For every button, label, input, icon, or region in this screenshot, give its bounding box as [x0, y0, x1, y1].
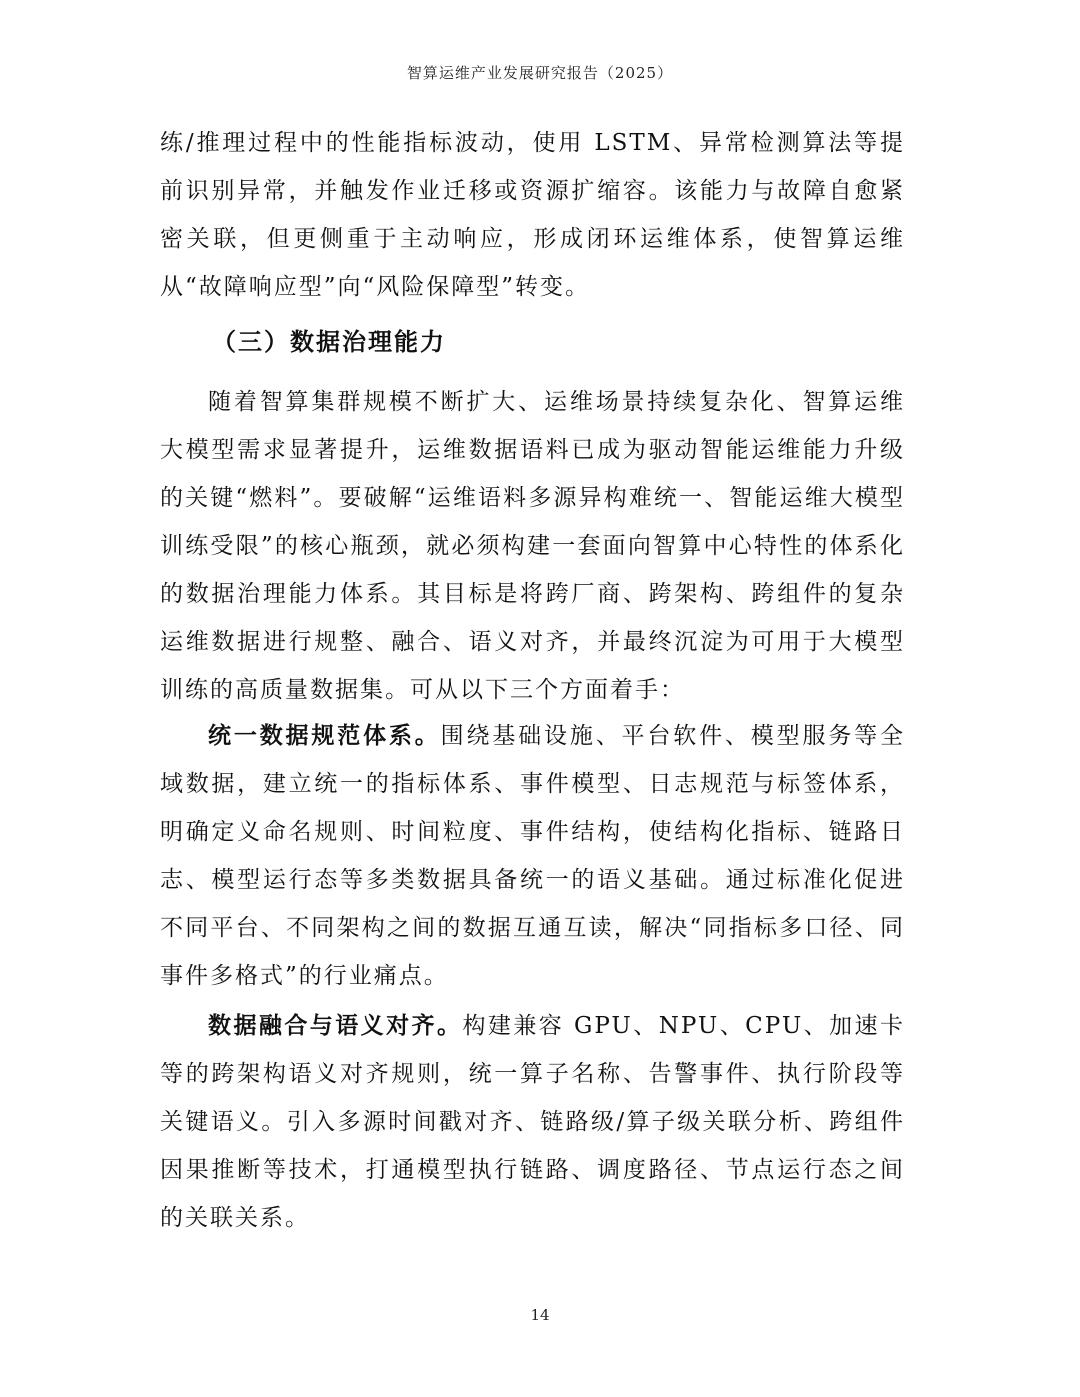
continuation-paragraph: 练/推理过程中的性能指标波动，使用 LSTM、异常检测算法等提前识别异常，并触发作业迁移或资源扩缩容。该能力与故障自愈紧密关联，但更侧重于主动响应，形成闭环运维体系，使智算运维从“故障响应型”向“风险保障型”转变。 — [160, 130, 905, 300]
section-heading: （三）数据治理能力 — [212, 328, 446, 356]
running-header: 智算运维产业发展研究报告（2025） — [406, 64, 674, 82]
item2-lead: 数据融合与语义对齐。 — [208, 1013, 463, 1039]
page-number: 14 — [530, 1306, 550, 1324]
intro-paragraph: 随着智算集群规模不断扩大、运维场景持续复杂化、智算运维大模型需求显著提升，运维数据语料已成为驱动智能运维能力升级的关键“燃料”。要破解“运维语料多源异构难统一、智能运维大模型训练受限”的核心瓶颈，就必须构建一套面向智算中心特性的体系化的数据治理能力体系。其目标是将跨厂商、跨架构、跨组件的复杂运维数据进行规整、融合、语义对齐，并最终沉淀为可用于大模型训练的高质量数据集。可从以下三个方面着手： — [160, 389, 905, 703]
item1-lead: 统一数据规范体系。 — [208, 723, 441, 749]
item2-paragraph — [160, 1002, 905, 1242]
item1-text: 围绕基础设施、平台软件、模型服务等全域数据，建立统一的指标体系、事件模型、日志规范与标签体系，明确定义命名规则、时间粒度、事件结构，使结构化指标、链路日志、模型运行态等多类数据具备统一的语义基础。通过标准化促进不同平台、不同架构之间的数据互通互读，解决“同指标多口径、同事件多格式”的行业痛点。 — [160, 723, 906, 989]
item1-paragraph — [160, 712, 905, 1000]
item2-text: 构建兼容 GPU、NPU、CPU、加速卡等的跨架构语义对齐规则，统一算子名称、告警事件、执行阶段等关键语义。引入多源时间戳对齐、链路级/算子级关联分析、跨组件因果推断等技术，打通模型执行链路、调度路径、节点运行态之间的关联关系。 — [160, 1013, 906, 1231]
